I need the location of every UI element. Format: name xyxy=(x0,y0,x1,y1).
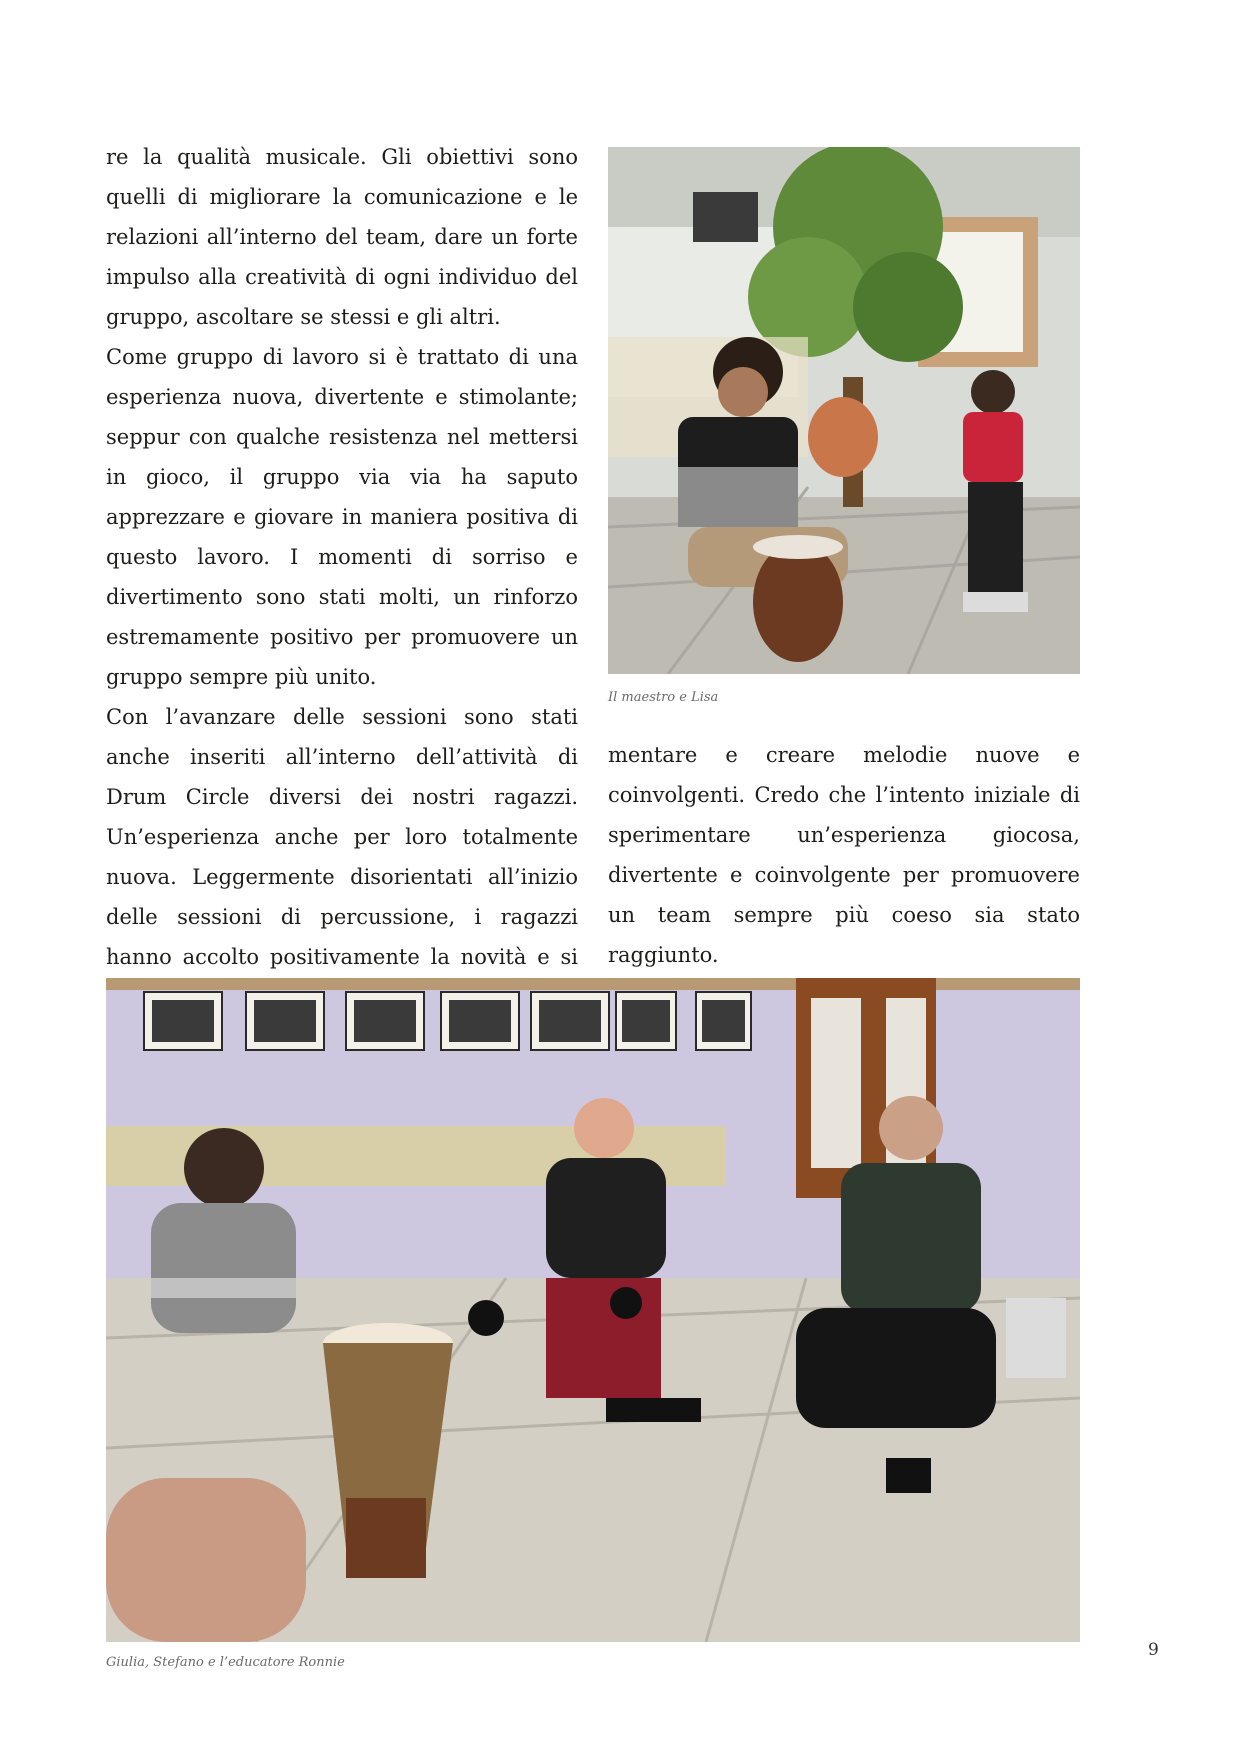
photo-drum-circle-group xyxy=(106,978,1080,1642)
photo-caption: Giulia, Stefano e l’educatore Ronnie xyxy=(106,1655,345,1670)
photo-drum-teacher-and-girl xyxy=(608,147,1080,674)
paragraph: Come gruppo di lavoro si è trattato di una esperienza nuova, divertente e stimolante; seppur con qualche resistenza nel mettersi in gioco, il gruppo via via ha saputo apprezzare e giovare in maniera positiva di questo lavoro. I momenti di sorriso e divertimento sono stati molti, un rinforzo estremamente positivo per promuovere un gruppo sempre più unito. xyxy=(106,345,578,689)
text-column-left xyxy=(106,137,578,1057)
photo-caption: Il maestro e Lisa xyxy=(608,690,719,705)
page-number: 9 xyxy=(1148,1640,1159,1660)
paragraph: mentare e creare melodie nuove e coinvolgenti. Credo che l’intento iniziale di sperimentare un’esperienza giocosa, divertente e coinvolgente per promuovere un team sempre più coeso sia stato raggiunto. xyxy=(608,743,1080,967)
photo-illustration xyxy=(608,147,1080,674)
paragraph: Con l’avanzare delle sessioni sono stati anche inseriti all’interno dell’attività di Drum Circle diversi dei nostri ragazzi. Un’esperienza anche per loro totalmente nuova. Leggermente disorientati all’inizio delle sessioni di percussione, i ragazzi hanno accolto positivamente la novità e si xyxy=(106,705,578,969)
text-column-right xyxy=(608,735,1080,975)
paragraph: re la qualità musicale. Gli obiettivi sono quelli di migliorare la comunicazione e le relazioni all’interno del team, dare un forte impulso alla creatività di ogni individuo del gruppo, ascoltare se stessi e gli altri. xyxy=(106,145,578,329)
photo-illustration xyxy=(106,978,1080,1642)
